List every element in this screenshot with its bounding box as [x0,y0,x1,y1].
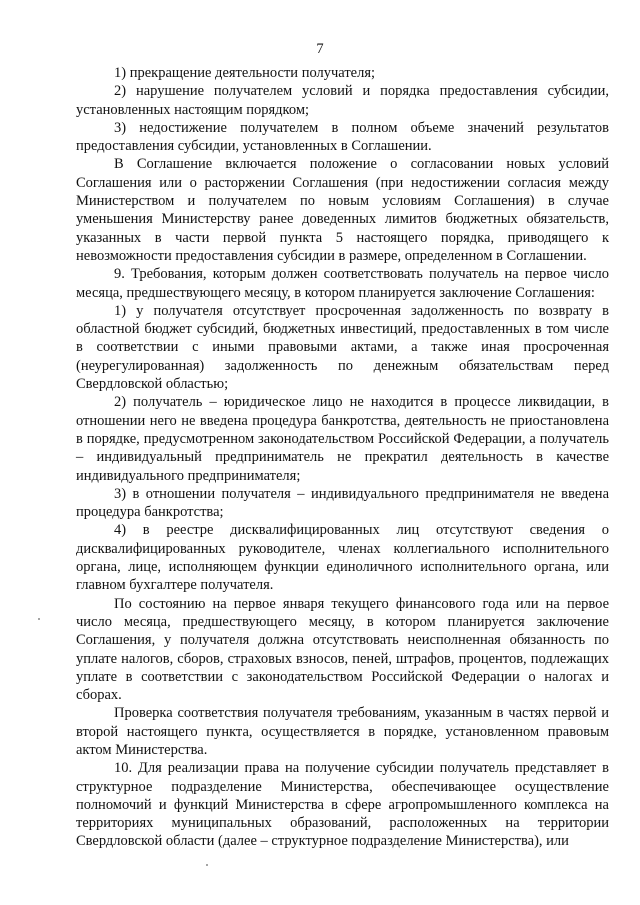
paragraph-agreement-new-conditions: В Соглашение включается положение о согласовании новых условий Соглашения или о расторжении Соглашения (при недостижении согласия между Министерством и получателем по новым условиям Соглашения) в случае уменьшения Министерству ранее доведенных лимитов бюджетных обязательств, указанных в части первой пункта 5 настоящего порядка, приводящего к невозможности предоставления субсидии в размере, определенном в Соглашении. [76,156,609,264]
paragraph-termination-activity: 1) прекращение деятельности получателя; [114,65,376,81]
paragraph-non-achievement-results: 3) недостижение получателем в полном объеме значений результатов предоставления субсидии, установленных в Соглашении. [76,119,609,155]
paragraph-tax-obligations: По состоянию на первое января текущего финансового года или на первое число месяца, предшествующего месяцу, в котором планируется заключение Соглашения, у получателя должна отсутствовать неисполненная обязанность по уплате налогов, сборов, страховых взносов, пеней, штрафов, процентов, подлежащих уплате в соответствии с законодательством Российской Федерации о налогах и сборах. [76,595,609,704]
paragraph-requirement-disqualified-register: 4) в реестре дисквалифицированных лиц отсутствуют сведения о дисквалифицированных руководителе, членах коллегиального исполнительного органа, лице, исполняющем функции единоличного исполнительного органа, или главном бухгалтере получателя. [76,522,609,594]
paragraph-requirement-no-debt: 1) у получателя отсутствует просроченная задолженность по возврату в областной бюджет субсидий, бюджетных инвестиций, предоставленных в том числе в соответствии с иными правовыми актами, а также иная просроченная (неурегулированная) задолженность по денежным обязательствам перед Свердловской областью; [76,302,609,393]
paragraph-requirement-no-bankruptcy: 3) в отношении получателя – индивидуального предпринимателя не введена процедура банкротства; [76,485,609,521]
scan-speck [38,618,40,620]
scan-speck [206,864,208,866]
page-number: 7 [316,41,324,57]
paragraph-compliance-check: Проверка соответствия получателя требованиям, указанным в частях первой и второй настоящего пункта, осуществляется в порядке, установленном правовым актом Министерства. [76,705,609,758]
paragraph-section-10-submission: 10. Для реализации права на получение субсидии получатель представляет в структурное подразделение Министерства, обеспечивающее осуществление полномочий и функций Министерства в сфере агропромышленного комплекса на территориях муниципальных образований, расположенных на территории Свердловской области (далее – структурное подразделение Министерства), или [76,760,609,850]
paragraph-violation-conditions: 2) нарушение получателем условий и порядка предоставления субсидии, установленных настоящим порядком; [76,83,609,118]
document-body [76,64,609,851]
paragraph-section-9-requirements: 9. Требования, которым должен соответствовать получатель на первое число месяца, предшествующего месяцу, в котором планируется заключение Соглашения: [76,266,609,301]
paragraph-requirement-no-liquidation: 2) получатель – юридическое лицо не находится в процессе ликвидации, в отношении него не введена процедура банкротства, деятельность не приостановлена в порядке, предусмотренном законодательством Российской Федерации, а получатель – индивидуальный предприниматель не прекратил деятельность в качестве индивидуального предпринимателя; [76,394,609,484]
